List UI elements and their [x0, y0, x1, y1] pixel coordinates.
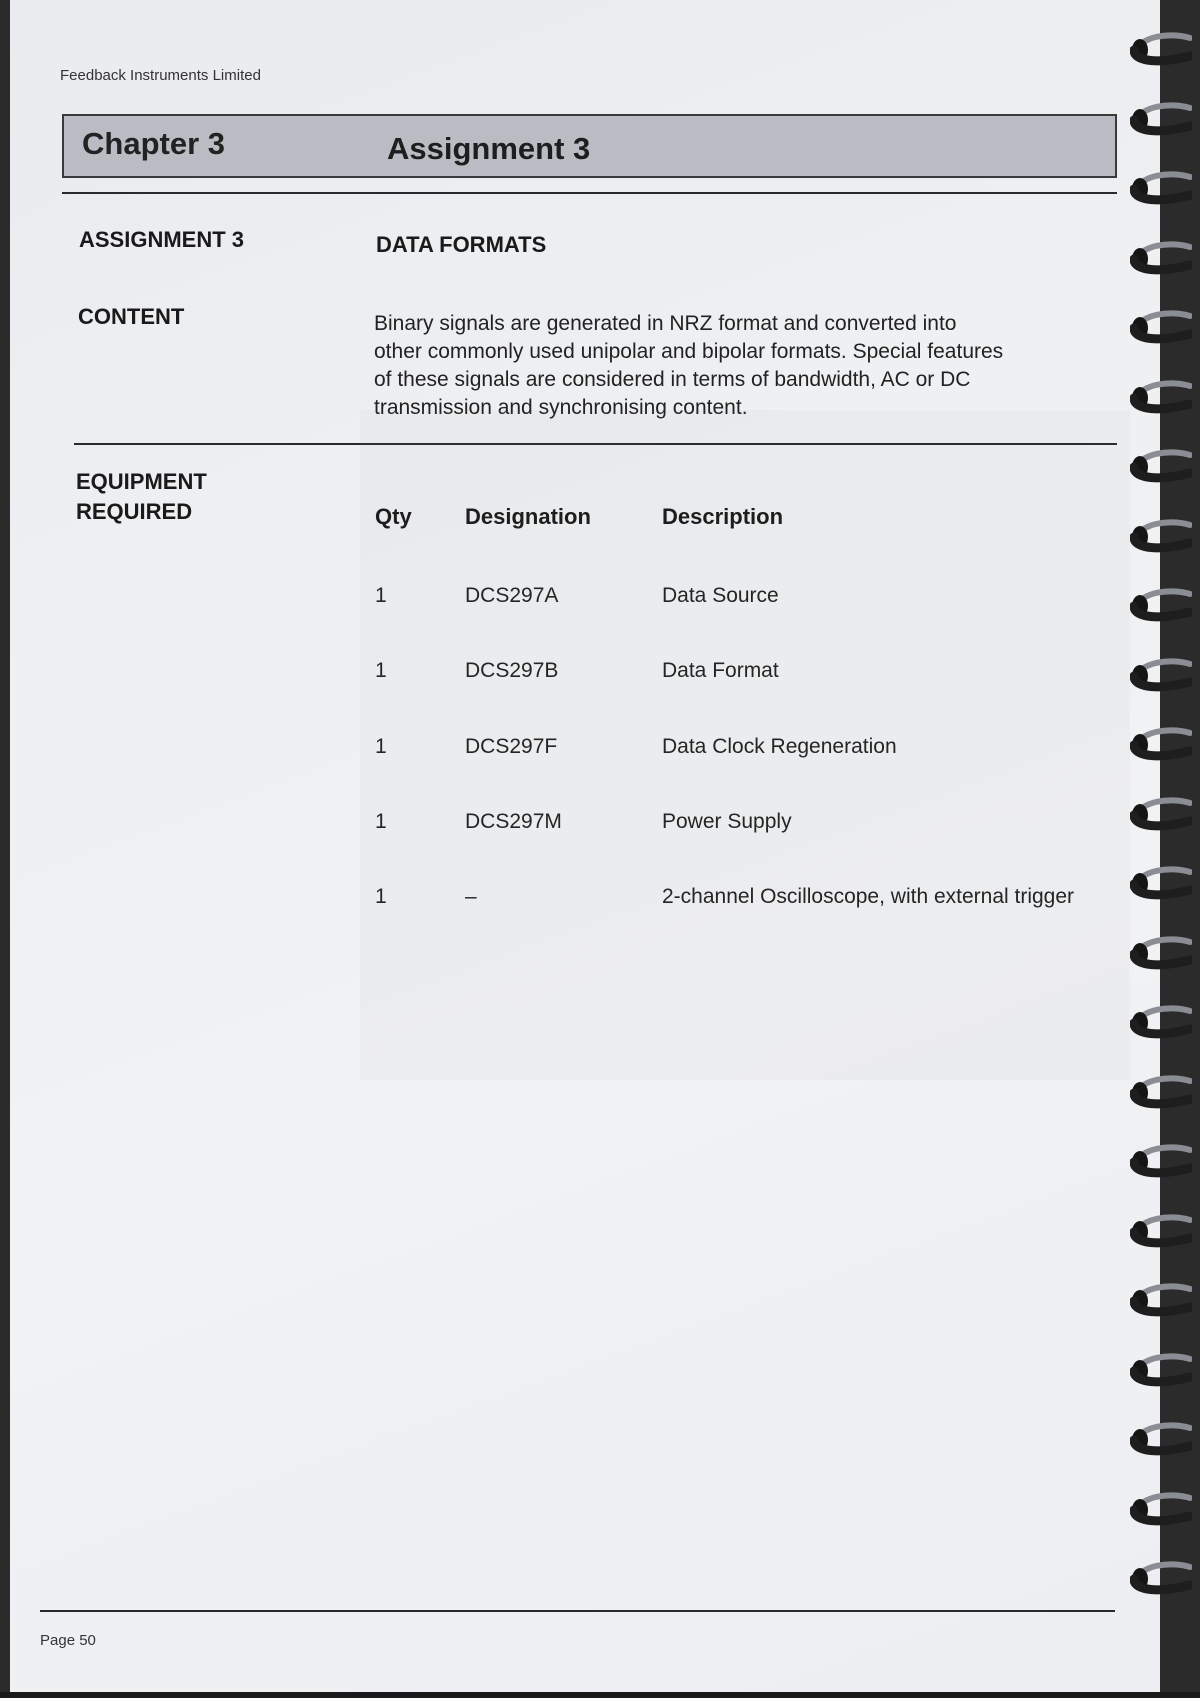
designation-cell: DCS297A — [465, 584, 559, 607]
spiral-ring-icon — [1130, 447, 1192, 487]
document-page — [10, 0, 1160, 1692]
spiral-ring-icon — [1130, 864, 1192, 904]
column-header-designation: Designation — [465, 504, 591, 529]
qty-cell: 1 — [375, 735, 387, 758]
spiral-binding — [1130, 30, 1200, 1698]
assignment-label: ASSIGNMENT 3 — [79, 227, 245, 252]
content-line: Binary signals are generated in NRZ format and converted into — [374, 312, 957, 335]
spiral-ring-icon — [1130, 1073, 1192, 1113]
spiral-ring-icon — [1130, 586, 1192, 626]
spiral-ring-icon — [1130, 100, 1192, 140]
title-bar — [62, 114, 1117, 178]
page-edge-shadow — [0, 1692, 1200, 1698]
content-line: other commonly used unipolar and bipolar formats. Special features — [374, 340, 1004, 363]
spiral-ring-icon — [1130, 1281, 1192, 1321]
spiral-ring-icon — [1130, 378, 1192, 418]
spiral-ring-icon — [1130, 517, 1192, 557]
spiral-ring-icon — [1130, 1003, 1192, 1043]
equipment-label — [76, 467, 207, 527]
company-name: Feedback Instruments Limited — [60, 67, 261, 84]
spiral-ring-icon — [1130, 1212, 1192, 1252]
column-header-qty: Qty — [375, 504, 412, 529]
description-cell: Power Supply — [662, 810, 792, 833]
spiral-ring-icon — [1130, 1351, 1192, 1391]
qty-cell: 1 — [375, 885, 387, 908]
description-cell: Data Format — [662, 659, 779, 682]
content-paragraph — [374, 310, 1119, 422]
header-divider — [62, 192, 1117, 194]
equipment-label-line: EQUIPMENT — [76, 469, 207, 494]
designation-cell: DCS297F — [465, 735, 558, 758]
chapter-label: Chapter 3 — [82, 126, 225, 161]
spiral-ring-icon — [1130, 795, 1192, 835]
designation-cell: DCS297M — [465, 810, 562, 833]
spiral-ring-icon — [1130, 656, 1192, 696]
content-label: CONTENT — [78, 304, 185, 329]
spiral-ring-icon — [1130, 725, 1192, 765]
footer-divider — [40, 1610, 1115, 1612]
spiral-ring-icon — [1130, 1420, 1192, 1460]
content-line: transmission and synchronising content. — [374, 396, 748, 419]
section-divider — [74, 443, 1117, 445]
page-number: Page 50 — [40, 1632, 96, 1649]
description-cell: 2-channel Oscilloscope, with external trigger — [662, 885, 1075, 908]
designation-cell: – — [465, 885, 477, 908]
description-cell: Data Source — [662, 584, 779, 607]
equipment-label-line: REQUIRED — [76, 499, 193, 524]
spiral-ring-icon — [1130, 308, 1192, 348]
qty-cell: 1 — [375, 659, 387, 682]
assignment-heading: DATA FORMATS — [376, 232, 547, 257]
designation-cell: DCS297B — [465, 659, 559, 682]
spiral-ring-icon — [1130, 1490, 1192, 1530]
assignment-title: Assignment 3 — [387, 131, 591, 166]
spiral-ring-icon — [1130, 934, 1192, 974]
qty-cell: 1 — [375, 584, 387, 607]
qty-cell: 1 — [375, 810, 387, 833]
description-cell: Data Clock Regeneration — [662, 735, 897, 758]
spiral-ring-icon — [1130, 1559, 1192, 1599]
spiral-ring-icon — [1130, 1142, 1192, 1182]
spiral-ring-icon — [1130, 169, 1192, 209]
spiral-ring-icon — [1130, 30, 1192, 70]
column-header-description: Description — [662, 504, 784, 529]
spiral-ring-icon — [1130, 239, 1192, 279]
content-line: of these signals are considered in terms of bandwidth, AC or DC — [374, 368, 971, 391]
